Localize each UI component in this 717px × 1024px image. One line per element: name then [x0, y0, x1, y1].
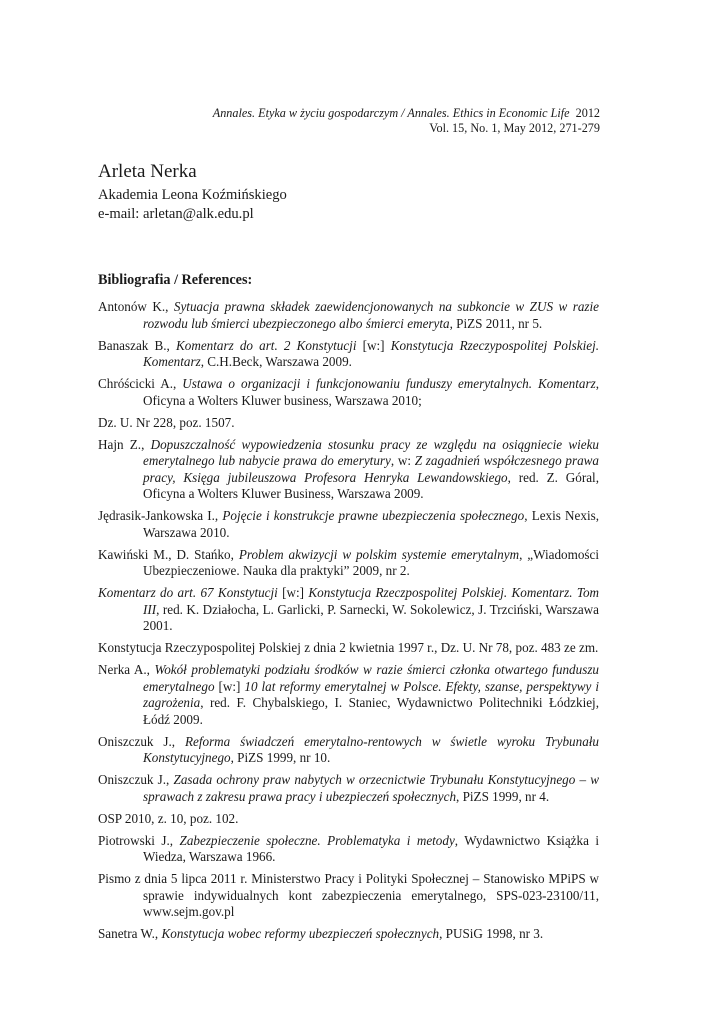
reference-list [98, 299, 599, 948]
reference-text: , Oficyna a Wolters Kluwer business, Warszawa 2010; [143, 376, 599, 408]
reference-text: , red. K. Działocha, L. Garlicki, P. Sarnecki, W. Sokolewicz, J. Trzciński, Warszawa 2001. [143, 601, 599, 633]
journal-line [213, 106, 600, 121]
reference-title: Z zagadnień współczesnego prawa pracy, Księga jubileuszowa Profesora Henryka Lewandowskiego [143, 453, 599, 485]
reference-text: [w:] [356, 337, 391, 353]
reference-text: Kawiński M., D. Stańko, [98, 546, 239, 562]
author-affiliation: Akademia Leona Koźmińskiego [98, 187, 287, 203]
reference-entry [98, 871, 599, 921]
reference-text: Konstytucja Rzeczypospolitej Polskiej z dnia 2 kwietnia 1997 r., Dz. U. Nr 78, poz. 483 ze zm. [98, 640, 599, 655]
journal-year: 2012 [575, 106, 600, 120]
bibliography-heading: Bibliografia / References: [98, 272, 253, 288]
reference-entry [98, 338, 599, 371]
reference-text: [w:] [277, 585, 309, 600]
reference-text: Hajn Z., [98, 436, 151, 452]
reference-text: Piotrowski J., [98, 832, 180, 848]
reference-text: Sanetra W., [98, 926, 162, 941]
reference-text: OSP 2010, z. 10, poz. 102. [98, 810, 239, 826]
reference-title: Dopuszczalność wypowiedzenia stosunku pracy ze względu na osiągniecie wieku emerytalnego lub nabycie prawa do emerytury [143, 436, 599, 468]
reference-title: Komentarz do art. 2 Konstytucji [176, 337, 357, 353]
reference-title: Wokół problematyki podziału środków w razie śmierci członka otwartego funduszu emerytalnego [143, 662, 599, 694]
reference-entry [98, 585, 599, 635]
reference-entry [98, 376, 599, 409]
reference-text: Dz. U. Nr 228, poz. 1507. [98, 414, 235, 430]
reference-text: Oniszczuk J., [98, 772, 174, 787]
reference-entry [98, 772, 599, 805]
reference-title: Problem akwizycji w polskim systemie emerytalnym [238, 546, 520, 562]
reference-text: , C.H.Beck, Warszawa 2009. [200, 354, 352, 369]
reference-text: , PiZS 2011, nr 5. [449, 315, 543, 331]
reference-text: [w:] [214, 678, 245, 694]
running-header [213, 106, 600, 136]
reference-title: Sytuacja prawna składek zaewidencjonowanych na subkoncie w ZUS w razie rozwodu lub śmierci ubezpieczonego albo śmierci emeryta [143, 299, 599, 331]
reference-title: Konstytucja wobec reformy ubezpieczeń społecznych [161, 926, 440, 941]
reference-title: Komentarz do art. 67 Konstytucji [98, 585, 278, 600]
reference-entry [98, 662, 599, 728]
reference-title: Zabezpieczenie społeczne. Problematyka i metody [179, 832, 455, 848]
reference-text: , Lexis Nexis, Warszawa 2010. [143, 508, 599, 540]
reference-text: , Wydawnictwo Książka i Wiedza, Warszawa 1966. [143, 832, 599, 864]
reference-text: Jędrasik-Jankowska I., [98, 508, 223, 523]
reference-entry [98, 640, 599, 657]
author-name: Arleta Nerka [98, 161, 197, 182]
reference-text: , red. Z. Góral, Oficyna a Wolters Kluwer Business, Warszawa 2009. [143, 469, 599, 501]
reference-entry [98, 833, 599, 866]
reference-title: Konstytucja Rzeczpospolitej Polskiej. Komentarz. Tom III [143, 585, 599, 617]
reference-text: Pismo z dnia 5 lipca 2011 r. Ministerstwo Pracy i Polityki Społecznej – Stanowisko MPiPS w sprawie indywidualnych kont zabezpieczenia emerytalnego, SPS-023-23100/11, www.sejm.gov.pl [98, 871, 599, 919]
reference-entry [98, 415, 599, 432]
reference-text: , „Wiadomości Ubezpieczeniowe. Nauka dla praktyki” 2009, nr 2. [143, 546, 599, 578]
volume-info: Vol. 15, No. 1, May 2012, 271-279 [429, 121, 600, 135]
reference-text: Nerka A., [98, 662, 155, 677]
reference-entry [98, 299, 599, 332]
reference-entry [98, 734, 599, 767]
reference-entry [98, 508, 599, 541]
reference-title: Konstytucja Rzeczypospolitej Polskiej. Komentarz [143, 337, 600, 369]
reference-entry [98, 811, 599, 828]
reference-text: Chróścicki A., [98, 376, 183, 391]
author-email: e-mail: arletan@alk.edu.pl [98, 205, 254, 222]
reference-text: , PUSiG 1998, nr 3. [439, 926, 544, 941]
reference-text: Oniszczuk J., [98, 733, 185, 749]
reference-text: Banaszak B., [98, 337, 176, 353]
reference-text: , PiZS 1999, nr 10. [230, 750, 331, 765]
reference-title: Zasada ochrony praw nabytych w orzecnictwie Trybunału Konstytucyjnego – w sprawach z zakresu prawa pracy i ubezpieczeń społecznych [143, 772, 600, 804]
reference-entry [98, 926, 599, 943]
author-block [98, 160, 287, 223]
reference-title: Reforma świadczeń emerytalno-rentowych w świetle wyroku Trybunału Konstytucyjnego [143, 733, 599, 765]
reference-entry [98, 547, 599, 580]
reference-text: Antonów K., [98, 299, 174, 314]
reference-title: Pojęcie i konstrukcje prawne ubezpieczenia społecznego [222, 508, 525, 523]
reference-text: , PiZS 1999, nr 4. [456, 788, 550, 804]
reference-title: 10 lat reformy emerytalnej w Polsce. Efekty, szanse, perspektywy i zagrożenia [143, 678, 599, 710]
reference-entry [98, 437, 599, 503]
journal-title: Annales. Etyka w życiu gospodarczym / Annales. Ethics in Economic Life [212, 106, 570, 120]
reference-text: , red. F. Chybalskiego, I. Staniec, Wydawnictwo Politechniki Łódzkiej, Łódź 2009. [143, 695, 599, 727]
reference-text: , w: [390, 453, 415, 468]
reference-title: Ustawa o organizacji i funkcjonowaniu funduszy emerytalnych. Komentarz [182, 376, 596, 391]
